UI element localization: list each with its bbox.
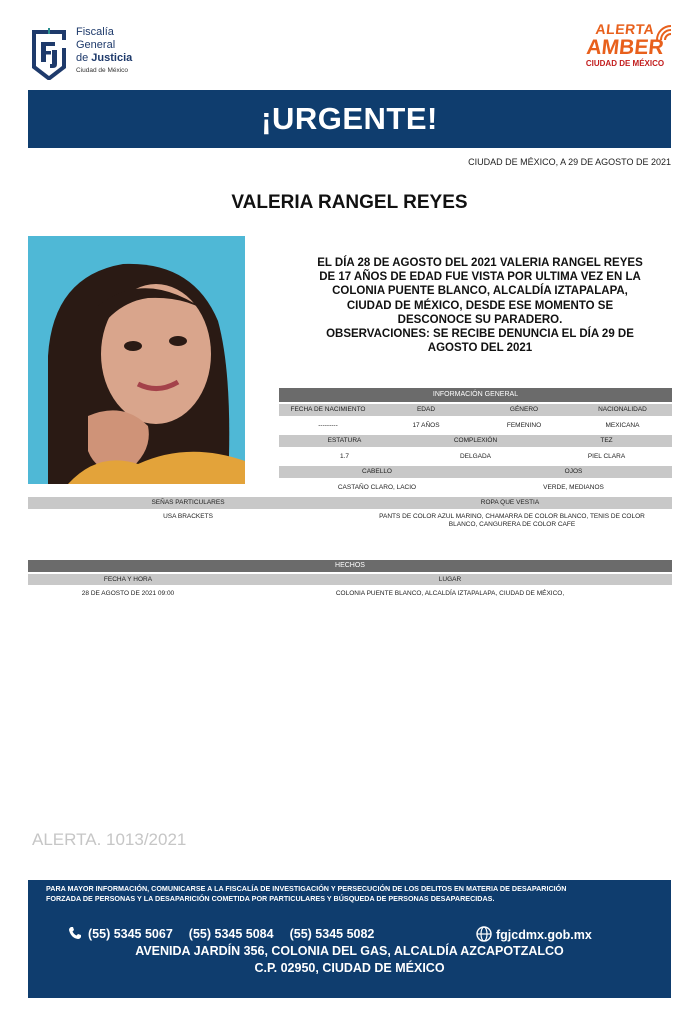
amber-alert-logo [575, 22, 675, 84]
label-edad: EDAD [416, 406, 436, 413]
value-ropa-line2: BLANCO, CANGURERA DE COLOR CAFE [448, 521, 576, 528]
value-ropa [352, 513, 672, 529]
label-tez: TEZ [600, 437, 613, 444]
value-ropa-line1: PANTS DE COLOR AZUL MARINO, CHAMARRA DE COLOR BLANCO, TENIS DE COLOR [379, 513, 645, 520]
fgj-emblem-icon [28, 26, 70, 80]
fgj-logo-line2: General [76, 39, 116, 51]
observations-line: OBSERVACIONES: SE RECIBE DENUNCIA EL DÍA 29 DE [326, 328, 634, 341]
value-complexion: DELGADA [459, 453, 492, 460]
label-complexion: COMPLEXIÓN [453, 437, 498, 444]
dateline: CIUDAD DE MÉXICO, A 29 DE AGOSTO DE 2021 [468, 157, 671, 167]
fgj-logo [28, 22, 148, 82]
address-line2: C.P. 02950, CIUDAD DE MÉXICO [254, 961, 445, 975]
value-fecha-nacimiento: --------- [318, 422, 338, 429]
value-edad: 17 AÑOS [412, 422, 440, 429]
label-nacionalidad: NACIONALIDAD [598, 406, 647, 413]
person-name: VALERIA RANGEL REYES [231, 192, 468, 213]
label-senas-particulares: SEÑAS PARTICULARES [151, 499, 225, 506]
footer-website [476, 926, 592, 942]
description-line: EL DÍA 28 DE AGOSTO DEL 2021 VALERIA RANGEL REYES [317, 257, 643, 269]
hechos-header: HECHOS [28, 560, 672, 572]
phone-number-1[interactable]: (55) 5345 5067 [88, 927, 173, 941]
fgj-logo-line3-prefix: de [76, 52, 92, 64]
value-tez: PIEL CLARA [587, 453, 626, 460]
person-photo [28, 236, 245, 484]
website-link[interactable]: fgjcdmx.gob.mx [496, 928, 592, 942]
footer-info-line1: PARA MAYOR INFORMACIÓN, COMUNICARSE A LA FISCALÍA DE INVESTIGACIÓN Y PERSECUCIÓN DE LOS DELITOS EN MATERIA DE DESAPARICIÓN [46, 884, 567, 893]
label-lugar: LUGAR [438, 576, 462, 583]
value-cabello: CASTAÑO CLARO, LACIO [337, 484, 417, 491]
fgj-logo-line4: Ciudad de México [76, 67, 129, 74]
info-general-header: INFORMACIÓN GENERAL [279, 388, 672, 402]
label-genero: GÉNERO [509, 406, 539, 413]
case-description [285, 256, 675, 355]
description-line: COLONIA PUENTE BLANCO, ALCALDÍA IZTAPALAPA, [332, 285, 628, 298]
address-line1: AVENIDA JARDÍN 356, COLONIA DEL GAS, ALCALDÍA AZCAPOTZALCO [135, 944, 564, 958]
fgj-logo-line3-bold: Justicia [91, 52, 133, 64]
amber-logo-line3: CIUDAD DE MÉXICO [585, 59, 665, 68]
footer-info [46, 884, 656, 904]
alert-number: ALERTA. 1013/2021 [32, 830, 187, 849]
description-line: CIUDAD DE MÉXICO, DESDE ESE MOMENTO SE [346, 299, 614, 312]
portrait-illustration [28, 236, 245, 484]
observations-line: AGOSTO DEL 2021 [427, 342, 533, 355]
value-senas-particulares: USA BRACKETS [163, 513, 213, 520]
contact-footer [28, 880, 671, 998]
footer-address [28, 943, 671, 977]
footer-phones [68, 926, 374, 941]
label-fecha-hora: FECHA Y HORA [103, 576, 153, 583]
value-lugar: COLONIA PUENTE BLANCO, ALCALDÍA IZTAPALAPA, CIUDAD DE MÉXICO, [335, 590, 565, 597]
value-fecha-hora: 28 DE AGOSTO DE 2021 09:00 [81, 590, 175, 597]
label-cabello: CABELLO [362, 468, 392, 475]
fgj-logo-text [76, 26, 132, 77]
urgent-banner: ¡URGENTE! [28, 90, 671, 148]
globe-icon [476, 926, 492, 942]
fgj-logo-line1: Fiscalía [76, 26, 114, 38]
amber-logo-line2: AMBER [585, 36, 665, 59]
value-estatura: 1.7 [339, 453, 350, 460]
phone-number-3[interactable]: (55) 5345 5082 [289, 927, 375, 941]
value-genero: FEMENINO [506, 422, 542, 429]
label-estatura: ESTATURA [327, 437, 362, 444]
label-ropa: ROPA QUE VESTIA [480, 499, 540, 506]
label-ojos: OJOS [564, 468, 583, 475]
phone-icon [68, 926, 82, 940]
footer-info-line2: FORZADA DE PERSONAS Y LA DESAPARICIÓN COMETIDA POR PARTICULARES Y BÚSQUEDA DE PERSONAS DESAPARECIDAS. [46, 894, 495, 903]
signal-waves-icon [655, 24, 673, 42]
description-line: DESCONOCE SU PARADERO. [397, 313, 563, 326]
description-line: DE 17 AÑOS DE EDAD FUE VISTA POR ULTIMA VEZ EN LA [319, 271, 641, 284]
phone-number-2[interactable]: (55) 5345 5084 [188, 927, 274, 941]
value-ojos: VERDE, MEDIANOS [543, 484, 604, 491]
amber-logo-line1: ALERTA [594, 21, 656, 37]
label-fecha-nacimiento: FECHA DE NACIMIENTO [290, 406, 366, 413]
value-nacionalidad: MEXICANA [605, 422, 640, 429]
